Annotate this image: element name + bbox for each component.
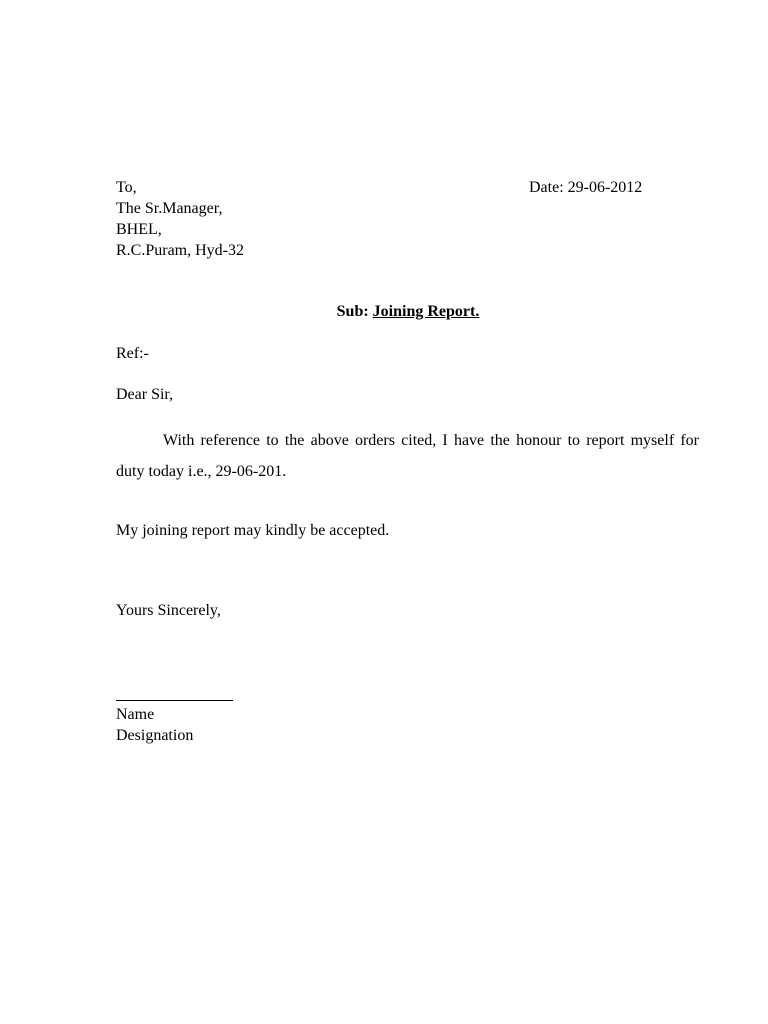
- subject-line: [0, 301, 768, 322]
- to-line: To,: [116, 179, 137, 196]
- subject-prefix: Sub:: [336, 303, 373, 320]
- signature-line: [116, 700, 233, 701]
- salutation: Dear Sir,: [116, 386, 174, 403]
- letter-date: Date: 29-06-2012: [529, 179, 643, 196]
- recipient-org: BHEL,: [116, 221, 162, 238]
- body-paragraph: With reference to the above orders cited, I have the honour to report myself for duty today i.e., 29-06-201.: [116, 432, 699, 480]
- recipient-address: R.C.Puram, Hyd-32: [116, 242, 244, 259]
- reference-line: Ref:-: [116, 345, 149, 362]
- subject-text: Joining Report.: [372, 303, 480, 320]
- closing-request: My joining report may kindly be accepted.: [116, 522, 390, 539]
- valediction: Yours Sincerely,: [116, 602, 221, 619]
- signature-name: Name: [116, 706, 155, 723]
- recipient-title: The Sr.Manager,: [116, 200, 223, 217]
- signature-designation: Designation: [116, 727, 194, 744]
